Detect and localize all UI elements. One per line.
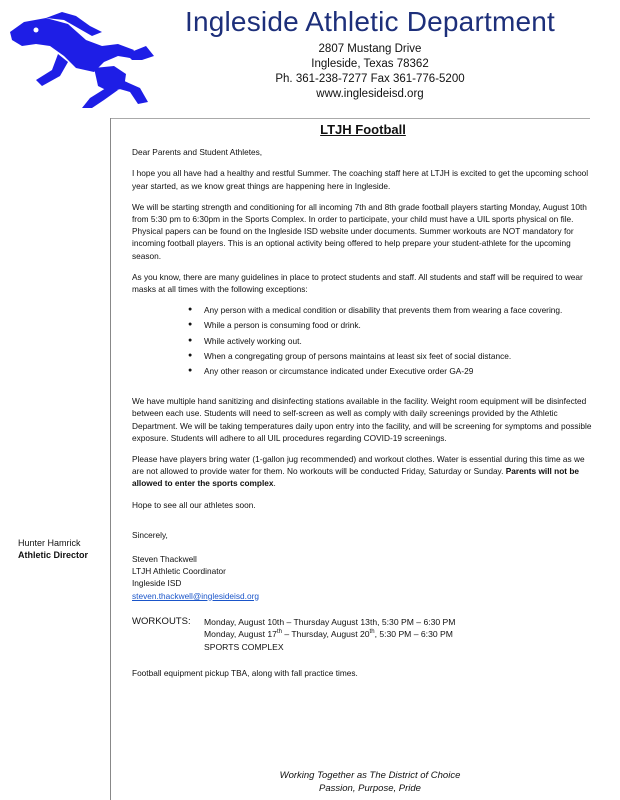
week2-time: , 5:30 PM – 6:30 PM bbox=[374, 629, 453, 640]
ordinal: th bbox=[369, 629, 375, 636]
street-address: 2807 Mustang Drive bbox=[318, 43, 422, 55]
department-title: Ingleside Athletic Department bbox=[184, 6, 555, 37]
mustang-horse-icon bbox=[6, 10, 156, 110]
director-name: Hunter Hamrick bbox=[18, 538, 81, 548]
signer-name: Steven Thackwell bbox=[132, 554, 197, 565]
equipment-note: Football equipment pickup TBA, along with fall practice times. bbox=[132, 668, 358, 679]
period: . bbox=[273, 478, 276, 489]
workout-schedule bbox=[132, 616, 594, 654]
letter-body bbox=[132, 118, 594, 689]
week2-end: – Thursday, August 20 bbox=[281, 629, 370, 640]
list-item: ● Any other reason or circumstance indicated under Executive order GA-29 bbox=[132, 365, 594, 377]
page-title: LTJH Football bbox=[320, 122, 406, 137]
list-item: ● While actively working out. bbox=[132, 335, 594, 347]
list-item: ● When a congregating group of persons maintains at least six feet of social distance. bbox=[132, 350, 594, 362]
footer-motto bbox=[150, 769, 590, 795]
closing-line: Hope to see all our athletes soon. bbox=[132, 499, 256, 510]
paragraph-water bbox=[132, 453, 594, 490]
paragraph-intro: I hope you all have had a healthy and restful Summer. The coaching staff here at LTJH is excited to get the upcoming school year started, as we know great things are happening here in Ingleside. bbox=[132, 168, 589, 191]
signer-title: LTJH Athletic Coordinator bbox=[132, 566, 226, 577]
ordinal: th bbox=[276, 629, 282, 636]
city-state-zip: Ingleside, Texas 78362 bbox=[311, 58, 429, 70]
workout-week1: Monday, August 10th – Thursday August 13th, 5:30 PM – 6:30 PM bbox=[204, 616, 456, 627]
list-item: ● Any person with a medical condition or disability that prevents them from wearing a face covering. bbox=[132, 304, 594, 316]
paragraph-schedule: We will be starting strength and conditioning for all incoming 7th and 8th grade football players starting Monday, August 10th from 5:30 pm to 6:30pm in the Sports Complex. In order to participate, your child must have a UIL sports physical on file. Physical papers can be found on the Ingleside ISD website under documents. Summer workouts are NOT mandatory for incoming football players. This is an optional activity being offered to help prepare your student-athlete for the upcoming season. bbox=[132, 201, 587, 261]
motto-line-1: Working Together as The District of Choice bbox=[279, 770, 461, 781]
signoff: Sincerely, bbox=[132, 529, 168, 540]
week2-start: Monday, August 17 bbox=[204, 629, 277, 640]
mask-exceptions-list bbox=[132, 304, 594, 377]
list-item: ● While a person is consuming food or drink. bbox=[132, 319, 594, 331]
motto-line-2: Passion, Purpose, Pride bbox=[319, 783, 421, 794]
website-link[interactable]: www.inglesideisd.org bbox=[316, 88, 424, 100]
parents-notice: Parents will not be allowed to enter the sports complex bbox=[132, 466, 580, 489]
paragraph-guidelines: As you know, there are many guidelines in place to protect students and staff. All students and staff will be required to wear masks at all times with the following exceptions: bbox=[132, 271, 583, 295]
workout-location: SPORTS COMPLEX bbox=[204, 641, 284, 652]
workouts-label: WORKOUTS: bbox=[132, 615, 191, 627]
letterhead bbox=[160, 2, 580, 102]
phone-fax: Ph. 361-238-7277 Fax 361-776-5200 bbox=[275, 73, 465, 85]
signer-org: Ingleside ISD bbox=[132, 578, 182, 589]
paragraph-sanitizing: We have multiple hand sanitizing and disinfecting stations available in the facility. Weight room equipment will be disinfected between each use. Students will need to self-screen as well as comply with daily screenings provided by the Athletic Department. We will be taking temperatures daily upon entry into the facility, and will be screening for symptoms and possible exposure. Students will adhere to all UIL procedures regarding COVID-19 screenings. bbox=[132, 396, 592, 443]
water-text: Please have players bring water (1-gallon jug recommended) and workout clothes. Water is essential during this time as we are not allowed to provide water for them. No workouts will be conducted Friday, Saturday or Sunday. bbox=[132, 454, 585, 477]
workout-week2 bbox=[204, 628, 594, 641]
signer-email-link[interactable]: steven.thackwell@inglesideisd.org bbox=[132, 590, 259, 601]
greeting: Dear Parents and Student Athletes, bbox=[132, 147, 263, 158]
sidebar-divider bbox=[110, 118, 111, 800]
sidebar-contact bbox=[18, 537, 88, 561]
signature-block bbox=[132, 529, 594, 602]
director-role: Athletic Director bbox=[18, 550, 89, 560]
